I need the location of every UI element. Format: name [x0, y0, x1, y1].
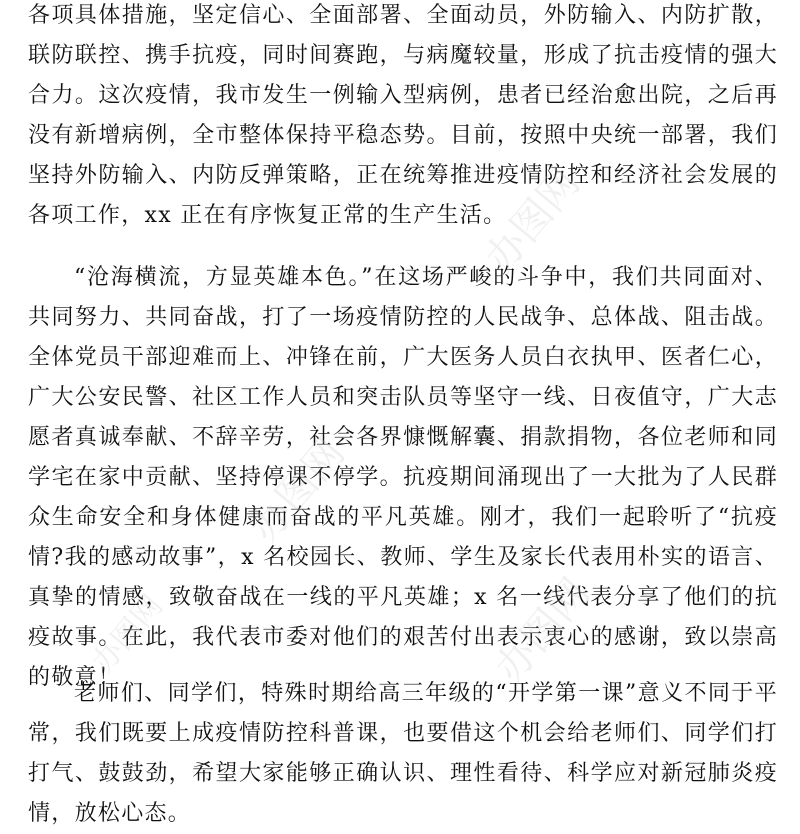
body-paragraph-3: 老师们、同学们，特殊时期给高三年级的“开学第一课”意义不同于平常，我们既要上成疫情防控科普课，也要借这个机会给老师们、同学们打打气、鼓鼓劲，希望大家能够正确认识、理性看待、科学应对新冠肺炎疫情，放松心态。	[28, 681, 778, 826]
watermark: 办图网	[476, 160, 589, 282]
watermark: 办图网	[241, 430, 354, 552]
body-paragraph-2: “沧海横流，方显英雄本色。”在这场严峻的斗争中，我们共同面对、共同努力、共同奋战，打了一场疫情防控的人民战争、总体战、阻击战。全体党员干部迎难而上、冲锋在前，广大医务人员白衣执甲、医者仁心，广大公安民警、社区工作人员和突击队员等坚守一线、日夜值守，广大志愿者真诚奉献、不辞辛劳，社会各界慷慨解囊、捐款捐物，各位老师和同学宅在家中贡献、坚持停课不停学。抗疫期间涌现出了一大批为了人民群众生命安全和身体健康而奋战的平凡英雄。刚才，我们一起聆听了“抗疫情?我的感动故事”，x 名校园长、教师、学生及家长代表用朴实的语言、真挚的情感，致敬奋战在一线的平凡英雄；x 名一线代表分享了他们的抗疫故事。在此，我代表市委对他们的艰苦付出表示衷心的感谢，致以崇高的敬意！	[28, 265, 778, 690]
body-paragraph-1: 各项具体措施，坚定信心、全面部署、全面动员，外防输入、内防扩散，联防联控、携手抗疫，同时间赛跑，与病魔较量，形成了抗击疫情的强大合力。这次疫情，我市发生一例输入型病例，患者已经治愈出院，之后再没有新增病例，全市整体保持平稳态势。目前，按照中央统一部署，我们坚持外防输入、内防反弹策略，正在统筹推进疫情防控和经济社会发展的各项工作，xx 正在有序恢复正常的生产生活。	[28, 3, 778, 228]
watermark: 办图网	[85, 588, 171, 680]
watermark: 办图网	[486, 570, 599, 692]
